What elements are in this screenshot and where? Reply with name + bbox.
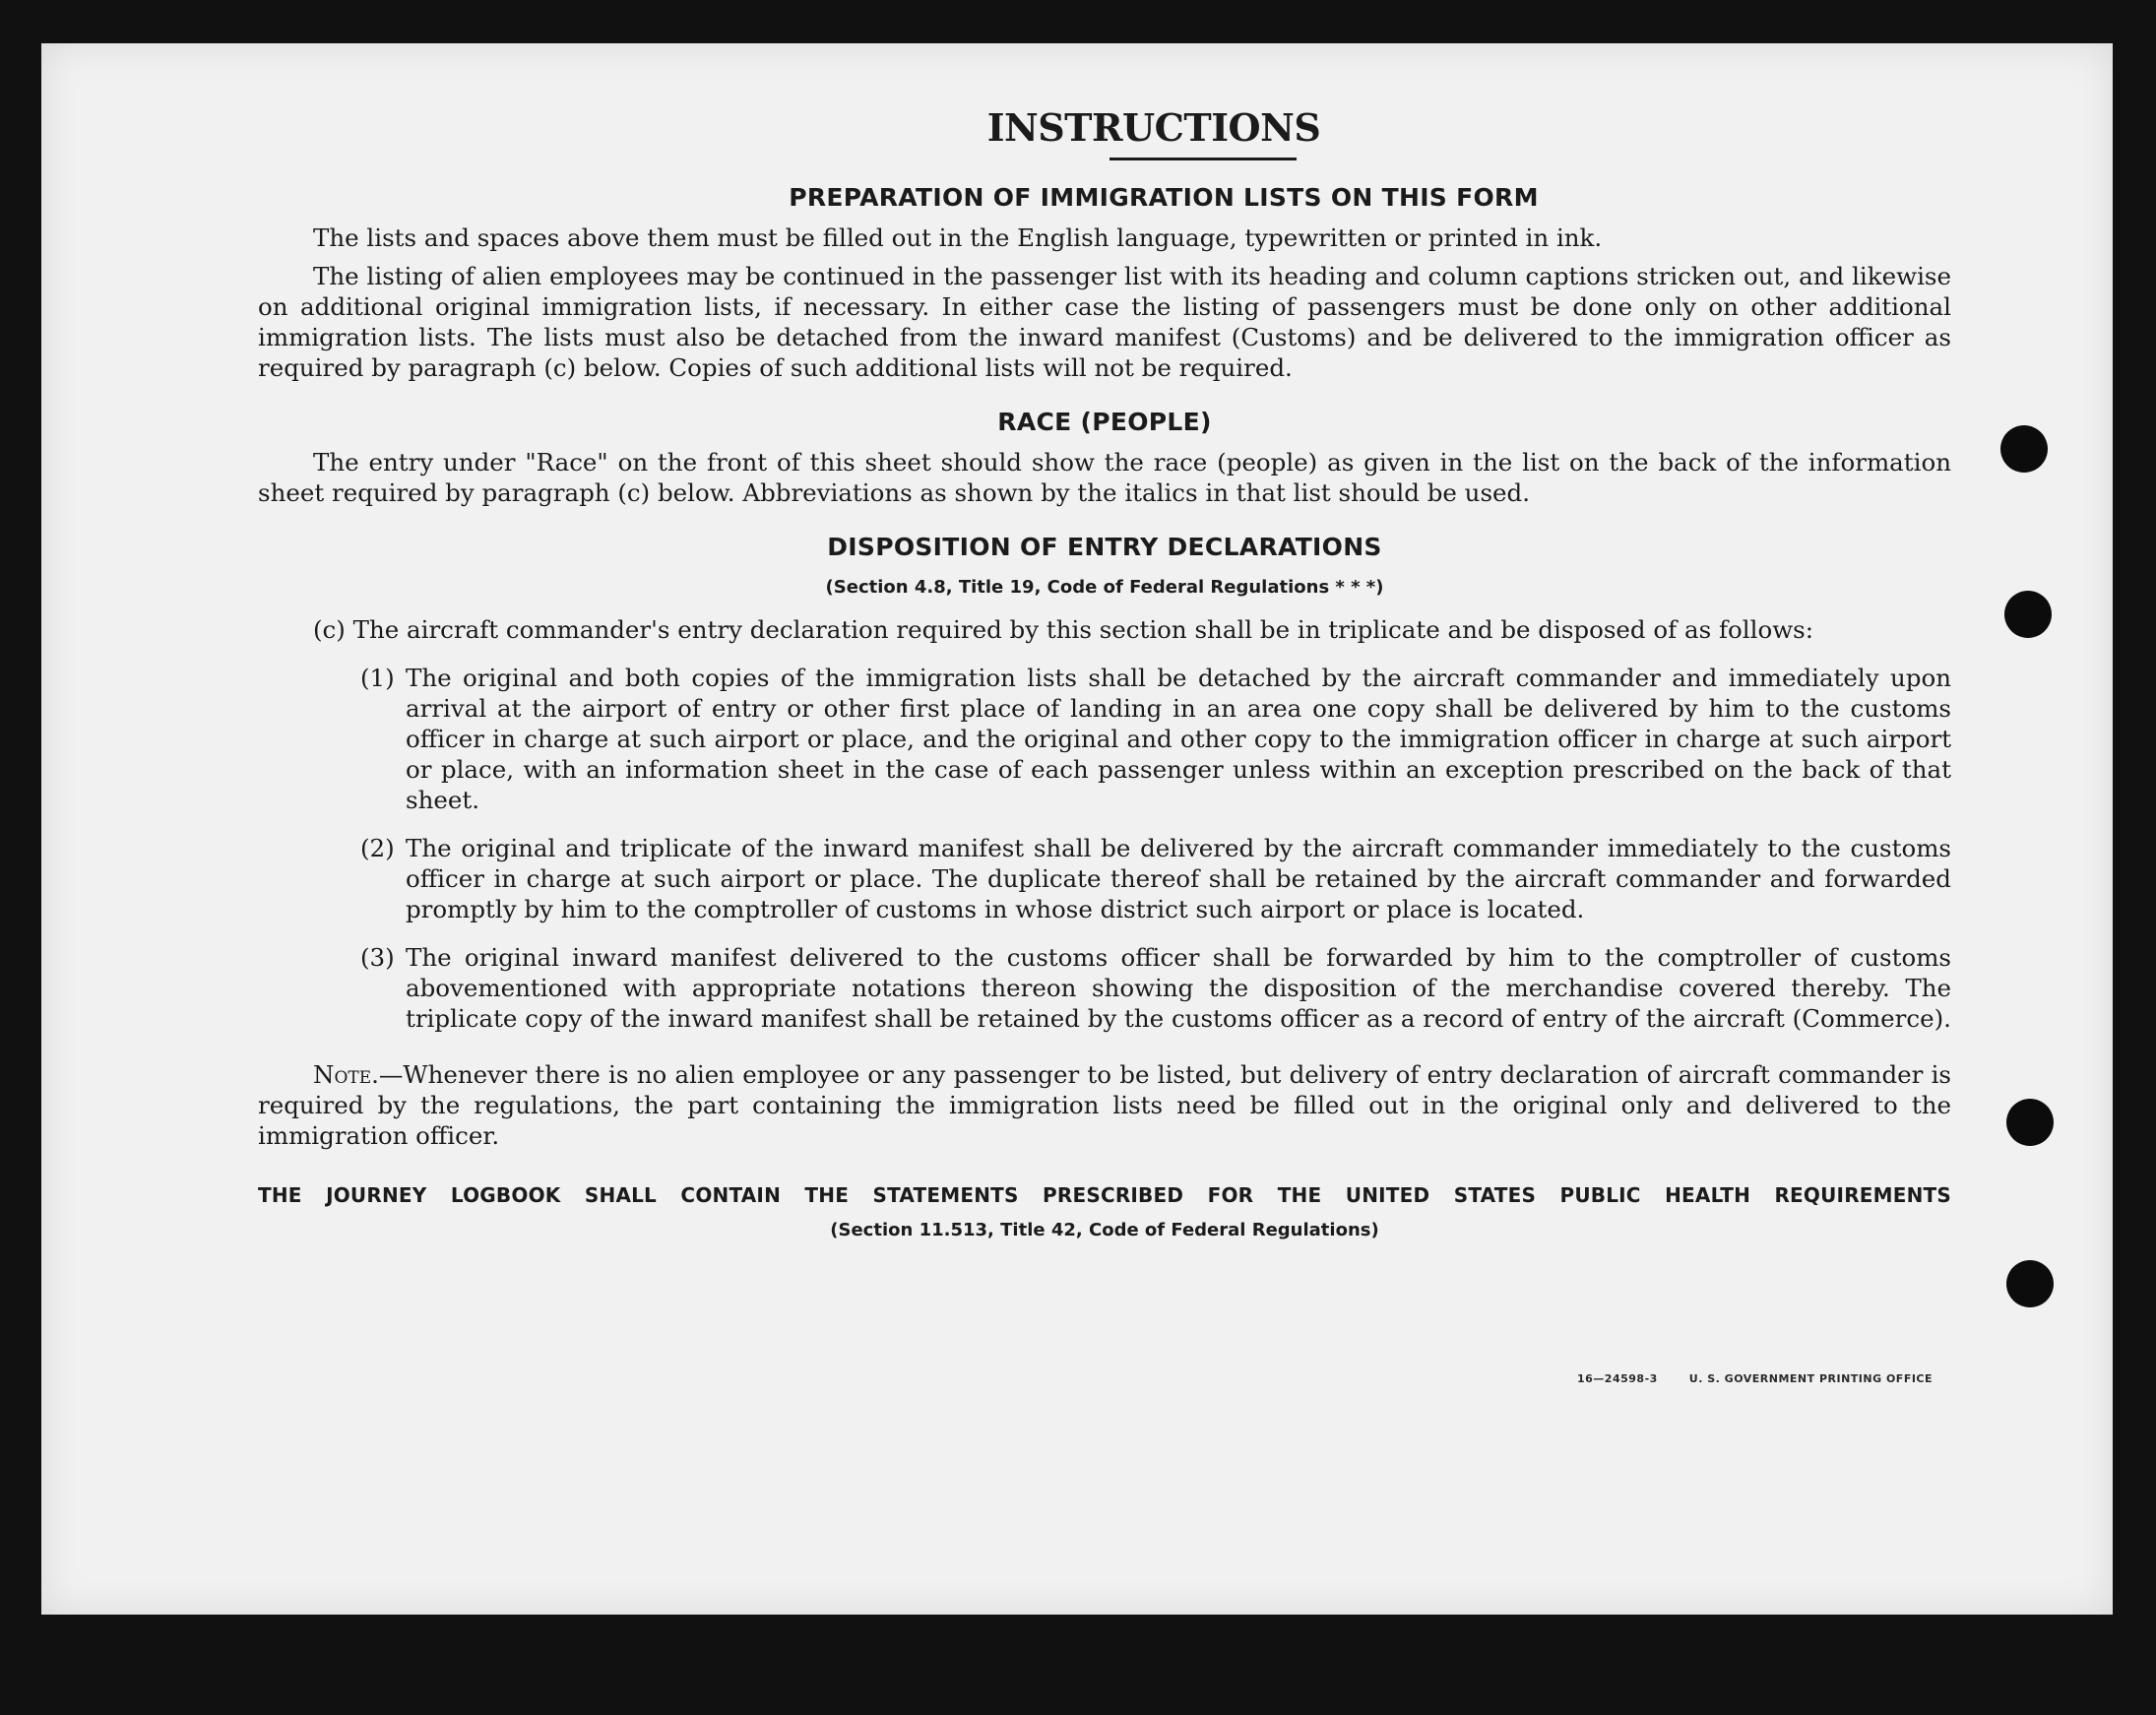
instructions-content bbox=[258, 105, 1951, 1245]
punch-hole-2 bbox=[2004, 591, 2052, 638]
list-item bbox=[258, 942, 1951, 1034]
punch-hole-4 bbox=[2006, 1260, 2054, 1307]
punch-hole-1 bbox=[2000, 425, 2048, 473]
section-heading-race: RACE (PEOPLE) bbox=[997, 408, 1212, 436]
paragraph-alien-employees: The listing of alien employees may be continued in the passenger list with its heading and column captions stricken out, and likewise on additional original immigration lists, if necessary. In either case the listing of passengers must be done only on other additional immigration lists. The lists must also be detached from the inward manifest (Customs) and be delivered to the immigration officer as required by paragraph (c) below. Copies of such additional lists will not be required. bbox=[258, 262, 1951, 382]
punch-hole-3 bbox=[2006, 1099, 2054, 1146]
list-item-text: The original and triplicate of the inward manifest shall be delivered by the aircraft commander immediately to the customs officer in charge at such airport or place. The duplicate thereof shall be retained by the aircraft commander and forwarded promptly by him to the comptroller of customs in whose district such airport or place is located. bbox=[406, 834, 1951, 923]
document-sheet bbox=[41, 43, 2113, 1615]
title-block bbox=[356, 105, 1951, 160]
list-item-text: The original inward manifest delivered to the customs officer shall be forwarded by him to the comptroller of customs abovementioned with appropriate notations thereon showing the disposition of the merchandise covered thereby. The triplicate copy of the inward manifest shall be retained by the customs officer as a record of entry of the aircraft (Commerce). bbox=[406, 943, 1951, 1033]
note-text: —Whenever there is no alien employee or any passenger to be listed, but delivery of entry declaration of aircraft commander is required by the regulations, the part containing the immigration lists need be filled out in the original only and delivered to the immigration officer. bbox=[258, 1060, 1951, 1150]
citation-section-4-8: (Section 4.8, Title 19, Code of Federal Regulations * * *) bbox=[825, 577, 1384, 598]
paragraph-race: The entry under "Race" on the front of this sheet should show the race (people) as given in the list on the back of the information sheet required by paragraph (c) below. Abbreviations as shown by the italics in that list should be used. bbox=[258, 448, 1951, 507]
list-item-text: The original and both copies of the immigration lists shall be detached by the aircraft commander and immediately upon arrival at the airport of entry or other first place of landing in an area one copy shall be delivered by him to the customs officer in charge at such airport or place, and the original and other copy to the immigration officer in charge at such airport or place, with an information sheet in the case of each passenger unless within an exception prescribed on the back of that sheet. bbox=[406, 664, 1951, 814]
paragraph-language: The lists and spaces above them must be filled out in the English language, typewritten or printed in ink. bbox=[313, 223, 1603, 252]
section-heading-preparation: PREPARATION OF IMMIGRATION LISTS ON THIS FORM bbox=[789, 183, 1539, 212]
note-paragraph bbox=[258, 1059, 1951, 1151]
section-heading-disposition: DISPOSITION OF ENTRY DECLARATIONS bbox=[827, 533, 1382, 561]
health-requirements-statement: THE JOURNEY LOGBOOK SHALL CONTAIN THE STATEMENTS PRESCRIBED FOR THE UNITED STATES PUBLIC HEALTH REQUIREMENTS bbox=[258, 1183, 1951, 1207]
citation-section-11-513: (Section 11.513, Title 42, Code of Federal Regulations) bbox=[830, 1220, 1379, 1240]
printer-name: U. S. GOVERNMENT PRINTING OFFICE bbox=[1688, 1372, 1934, 1385]
list-item-number: (3) bbox=[360, 943, 395, 972]
page-title: INSTRUCTIONS bbox=[986, 105, 1321, 150]
note-label: Note. bbox=[313, 1060, 379, 1089]
printer-imprint bbox=[1577, 1372, 1964, 1385]
title-underline bbox=[1110, 158, 1297, 160]
paragraph-c-intro: (c) The aircraft commander's entry declaration required by this section shall be in triplicate and be disposed of as follows: bbox=[313, 615, 1813, 644]
list-item bbox=[258, 833, 1951, 924]
form-number: 16—24598-3 bbox=[1577, 1372, 1658, 1385]
list-item-number: (1) bbox=[360, 664, 395, 692]
list-item bbox=[258, 663, 1951, 815]
list-item-number: (2) bbox=[360, 834, 395, 862]
